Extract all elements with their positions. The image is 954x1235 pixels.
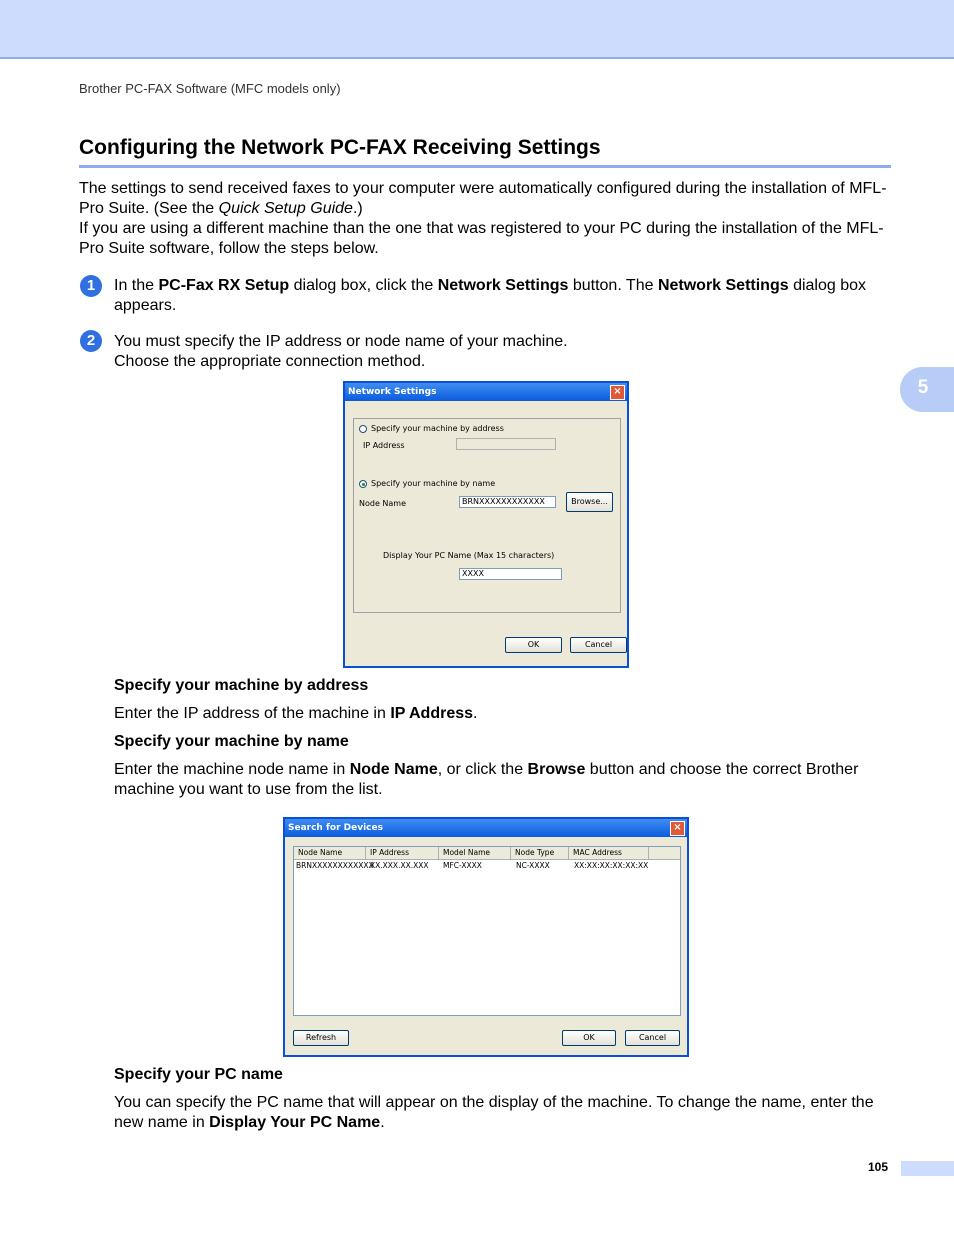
header-band xyxy=(0,0,954,59)
pc-name-field[interactable]: XXXX xyxy=(459,568,562,580)
page-number: 105 xyxy=(868,1160,889,1174)
network-settings-dialog xyxy=(343,381,629,668)
subheading-by-address: Specify your machine by address xyxy=(114,677,369,694)
by-name-text: Enter the machine node name in Node Name, or click the Browse button and choose the correct Brother machine you want to use from the list. xyxy=(114,761,859,798)
col-node-name[interactable]: Node Name xyxy=(294,847,366,859)
ok-button[interactable]: OK xyxy=(562,1030,616,1046)
by-name-radio[interactable] xyxy=(359,480,367,488)
guide-reference: Quick Setup Guide xyxy=(218,200,353,217)
device-list[interactable]: Node Name IP Address Model Name Node Type MAC Address BRNXXXXXXXXXXXX XX.XXX.XX.XXX MFC-XXXX NC-XXXX XX:XX:XX:XX:XX:XX xyxy=(293,846,681,1016)
subheading-by-name: Specify your machine by name xyxy=(114,733,349,750)
col-node-type[interactable]: Node Type xyxy=(511,847,569,859)
step-2-text: You must specify the IP address or node name of your machine. Choose the appropriate connection method. xyxy=(114,333,568,370)
by-address-label: Specify your machine by address xyxy=(371,424,504,433)
step-1-text: In the PC-Fax RX Setup dialog box, click the Network Settings button. The Network Settings dialog box appears. xyxy=(114,277,867,314)
by-name-label: Specify your machine by name xyxy=(371,479,496,488)
pc-name-text: You can specify the PC name that will appear on the display of the machine. To change the name, enter the new name in Display Your PC Name. xyxy=(114,1094,874,1131)
chapter-number: 5 xyxy=(917,377,929,398)
close-icon[interactable]: × xyxy=(670,821,685,836)
col-ip-address[interactable]: IP Address xyxy=(366,847,439,859)
intro-paragraph: The settings to send received faxes to your computer were automatically configured during the installation of MFL-Pro Suite. (See the Quick Setup Guide.) If you are using a different machine than the one that was registered to your PC during the installation of the MFL-Pro Suite software, follow the steps below. xyxy=(79,180,887,257)
dialog-title: Search for Devices xyxy=(285,819,687,837)
running-head: Brother PC-FAX Software (MFC models only) xyxy=(79,81,341,96)
chapter-tab xyxy=(900,367,954,412)
ip-address-field[interactable] xyxy=(456,438,556,450)
by-address-text: Enter the IP address of the machine in IP Address. xyxy=(114,705,478,722)
ok-button[interactable]: OK xyxy=(505,637,562,653)
step-number-2: 2 xyxy=(80,330,102,352)
section-title: Configuring the Network PC-FAX Receiving Settings xyxy=(79,136,601,159)
col-mac-address[interactable]: MAC Address xyxy=(569,847,649,859)
device-list-header xyxy=(294,847,680,860)
cancel-button[interactable]: Cancel xyxy=(570,637,627,653)
ip-address-label: IP Address xyxy=(363,441,405,450)
dialog-title: Network Settings xyxy=(345,383,627,401)
step-number-1: 1 xyxy=(80,275,102,297)
refresh-button[interactable]: Refresh xyxy=(293,1030,349,1046)
col-model-name[interactable]: Model Name xyxy=(439,847,511,859)
title-rule xyxy=(79,165,891,168)
node-name-field[interactable]: BRNXXXXXXXXXXXX xyxy=(459,496,556,508)
node-name-label: Node Name xyxy=(359,499,407,508)
settings-group xyxy=(353,418,621,613)
by-address-radio[interactable] xyxy=(359,425,367,433)
cancel-button[interactable]: Cancel xyxy=(625,1030,680,1046)
close-icon[interactable]: × xyxy=(610,385,625,400)
search-devices-dialog xyxy=(283,817,689,1057)
pc-name-label: Display Your PC Name (Max 15 characters) xyxy=(383,551,555,560)
subheading-pc-name: Specify your PC name xyxy=(114,1066,283,1083)
page-number-bar xyxy=(901,1161,954,1176)
browse-button[interactable]: Browse... xyxy=(566,492,613,512)
